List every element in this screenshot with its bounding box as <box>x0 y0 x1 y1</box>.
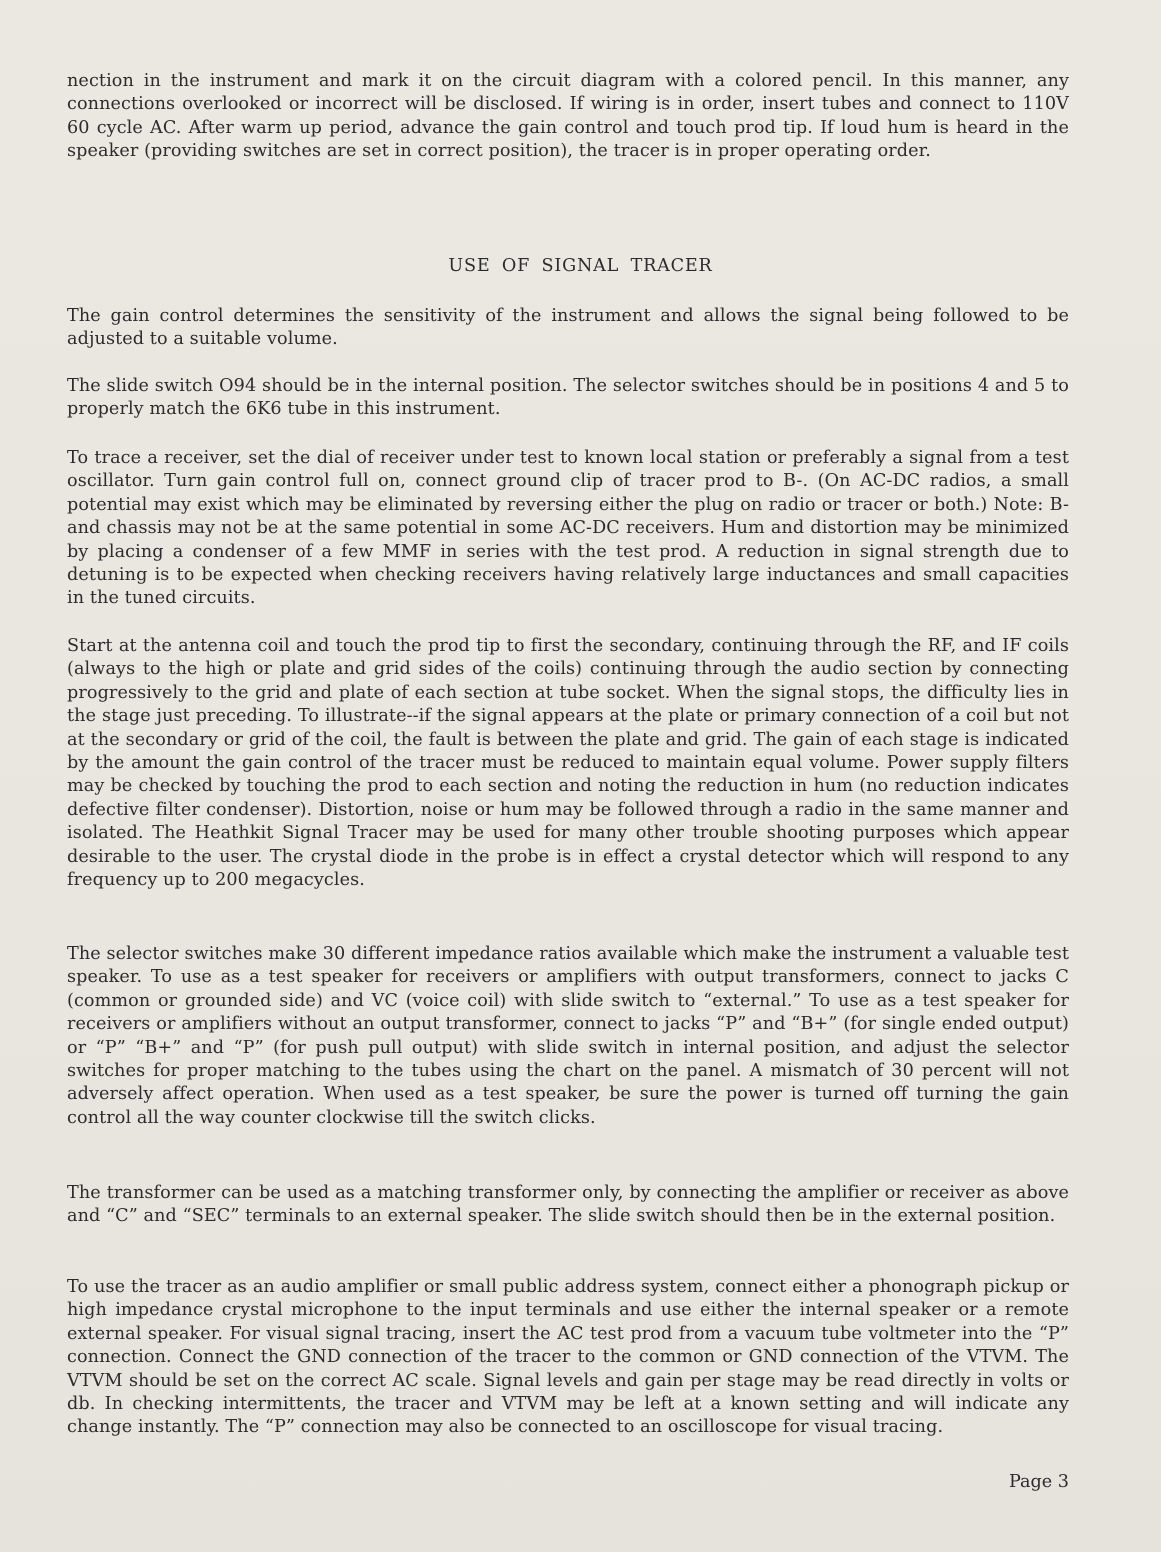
paragraph-gain-control <box>67 305 1069 352</box>
paragraph-antenna-coil <box>67 635 1069 892</box>
paragraph-selector-switches <box>67 943 1069 1130</box>
paragraph-text: The slide switch O94 should be in the internal position. The selector switches should be in positions 4 and 5 to properly match the 6K6 tube in this instrument. <box>67 376 1069 420</box>
paragraph-slide-switch <box>67 375 1069 422</box>
paragraph-text: To trace a receiver, set the dial of receiver under test to known local station or preferably a signal from a test oscillator. Turn gain control full on, connect ground clip of tracer prod to B-. (On AC-DC radios, a small potential may exist which may be eliminated by reversing either the plug on radio or tracer or both.) Note: B- and chassis may not be at the same potential in some AC-DC receivers. Hum and distortion may be minimized by placing a condenser of a few MMF in series with the test prod. A reduction in signal strength due to detuning is to be expected when checking receivers having relatively large inductances and small capacities in the tuned circuits. <box>67 448 1069 609</box>
page-number: Page 3 <box>1009 1472 1069 1492</box>
paragraph-text: The selector switches make 30 different impedance ratios available which make the instrument a valuable test speaker. To use as a test speaker for receivers or amplifiers with output transformers, connect to jacks C (common or grounded side) and VC (voice coil) with slide switch to “external.” To use as a test speaker for receivers or amplifiers without an output transformer, connect to jacks “P” and “B+” (for single ended output) or “P” “B+” and “P” (for push pull output) with slide switch in internal position, and adjust the selector switches for proper matching to the tubes using the chart on the panel. A mismatch of 30 percent will not adversely affect operation. When used as a test speaker, be sure the power is turned off turning the gain control all the way counter clockwise till the switch clicks. <box>67 944 1069 1128</box>
paragraph-trace-receiver <box>67 447 1069 611</box>
paragraph-text: Start at the antenna coil and touch the prod tip to first the secondary, continuing through the RF, and IF coils (always to the high or plate and grid sides of the coils) continuing through the audio section by connecting progressively to the grid and plate of each section at tube socket. When the signal stops, the difficulty lies in the stage just preceding. To illustrate--if the signal appears at the plate or primary connection of a coil but not at the secondary or grid of the coil, the fault is between the plate and grid. The gain of each stage is indicated by the amount the gain control of the tracer must be reduced to maintain equal volume. Power supply filters may be checked by touching the prod to each section and noting the reduction in hum (no reduction indicates defective filter condenser). Distortion, noise or hum may be followed through a radio in the same manner and isolated. The Heathkit Signal Tracer may be used for many other trouble shooting purposes which appear desirable to the user. The crystal diode in the probe is in effect a crystal detector which will respond to any frequency up to 200 megacycles. <box>67 636 1069 891</box>
paragraph-audio-amplifier <box>67 1276 1069 1440</box>
paragraph-text: The gain control determines the sensitivity of the instrument and allows the signal being followed to be adjusted to a suitable volume. <box>67 306 1069 350</box>
section-heading: USE OF SIGNAL TRACER <box>448 256 713 276</box>
paragraph-transformer <box>67 1182 1069 1229</box>
paragraph-text: To use the tracer as an audio amplifier or small public address system, connect either a phonograph pickup or high impedance crystal microphone to the input terminals and use either the internal speaker or a remote external speaker. For visual signal tracing, insert the AC test prod from a vacuum tube voltmeter into the “P” connection. Connect the GND connection of the tracer to the common or GND connection of the VTVM. The VTVM should be set on the correct AC scale. Signal levels and gain per stage may be read directly in volts or db. In checking intermittents, the tracer and VTVM may be left at a known setting and will indicate any change instantly. The “P” connection may also be connected to an oscilloscope for visual tracing. <box>67 1277 1069 1438</box>
paragraph-text: The transformer can be used as a matching transformer only, by connecting the amplifier or receiver as above and “C” and “SEC” terminals to an external speaker. The slide switch should then be in the external position. <box>67 1183 1069 1227</box>
paragraph-text: nection in the instrument and mark it on the circuit diagram with a colored pencil. In this manner, any connections overlooked or incorrect will be disclosed. If wiring is in order, insert tubes and connect to 110V 60 cycle AC. After warm up period, advance the gain control and touch prod tip. If loud hum is heard in the speaker (providing switches are set in correct position), the tracer is in proper operating order. <box>67 71 1069 162</box>
intro-paragraph <box>67 70 1069 164</box>
